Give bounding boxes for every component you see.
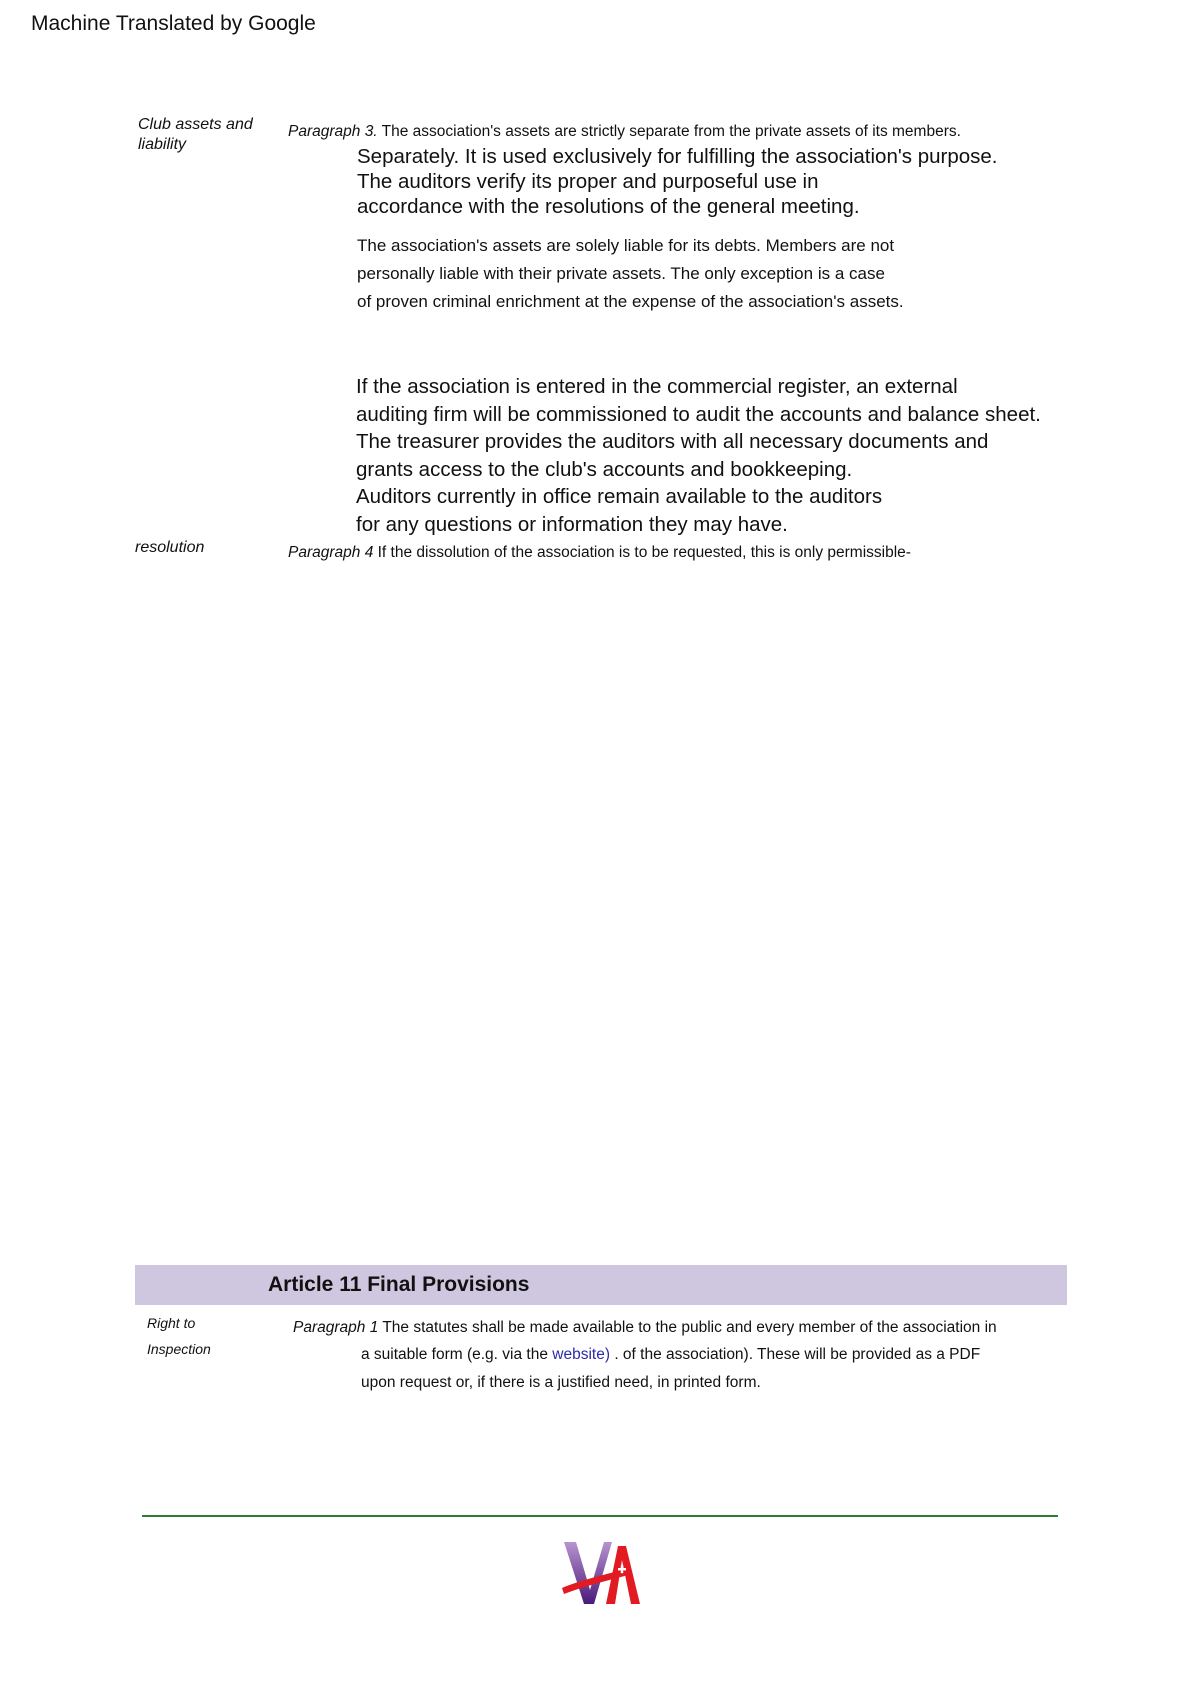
paragraph-label: Paragraph 4 <box>288 544 374 561</box>
side-label-line: liability <box>138 136 187 153</box>
paragraph-text: . of the association). These will be provided as a PDF <box>614 1346 981 1363</box>
article-title: Article 11 Final Provisions <box>268 1273 530 1296</box>
body-line: for any questions or information they may have. <box>356 512 788 536</box>
audit-paragraph <box>356 373 1041 539</box>
body-line: Separately. It is used exclusively for fulfilling the association's purpose. <box>357 145 998 168</box>
website-link[interactable]: website) <box>552 1346 610 1363</box>
body-line: The treasurer provides the auditors with all necessary documents and <box>356 430 989 454</box>
paragraph-label: Paragraph 3. <box>288 123 378 140</box>
paragraph-text: The association's assets are strictly separate from the private assets of its members. <box>381 123 961 140</box>
paragraph-text: The statutes shall be made available to the public and every member of the association in <box>382 1319 997 1336</box>
body-line: auditing firm will be commissioned to audit the accounts and balance sheet. <box>356 402 1041 426</box>
paragraph-text: a suitable form (e.g. via the <box>361 1346 548 1363</box>
paragraph-3-heading <box>288 122 961 142</box>
side-label-line: Right to <box>147 1315 196 1331</box>
side-label-line: Inspection <box>147 1341 211 1357</box>
body-line: accordance with the resolutions of the general meeting. <box>357 195 860 218</box>
side-label-right-to-inspection <box>147 1310 211 1362</box>
article-11-paragraph-1-line-2 <box>361 1345 980 1365</box>
va-logo-icon <box>560 1538 642 1608</box>
body-line: personally liable with their private assets. The only exception is a case <box>357 264 885 283</box>
side-label-line: Club assets and <box>138 116 253 133</box>
article-11-paragraph-1-line-3: upon request or, if there is a justified need, in printed form. <box>361 1374 761 1391</box>
paragraph-4-heading <box>288 543 911 563</box>
footer-divider <box>142 1515 1058 1517</box>
side-label-resolution: resolution <box>135 539 205 556</box>
article-11-paragraph-1-heading <box>293 1318 997 1338</box>
body-line: Auditors currently in office remain available to the auditors <box>356 485 883 509</box>
paragraph-3-body <box>357 144 998 219</box>
body-line: grants access to the club's accounts and bookkeeping. <box>356 457 853 481</box>
body-line: If the association is entered in the commercial register, an external <box>356 375 958 398</box>
paragraph-label: Paragraph 1 <box>293 1319 379 1336</box>
body-line: The association's assets are solely liable for its debts. Members are not <box>357 236 895 255</box>
body-line: The auditors verify its proper and purposeful use in <box>357 170 819 193</box>
machine-translation-banner: Machine Translated by Google <box>31 12 316 35</box>
side-label-club-assets <box>138 115 253 155</box>
paragraph-text: If the dissolution of the association is to be requested, this is only permissible- <box>377 544 911 561</box>
article-11-header-bar <box>135 1265 1067 1305</box>
body-line: of proven criminal enrichment at the expense of the association's assets. <box>357 292 904 311</box>
liability-paragraph <box>357 232 904 316</box>
